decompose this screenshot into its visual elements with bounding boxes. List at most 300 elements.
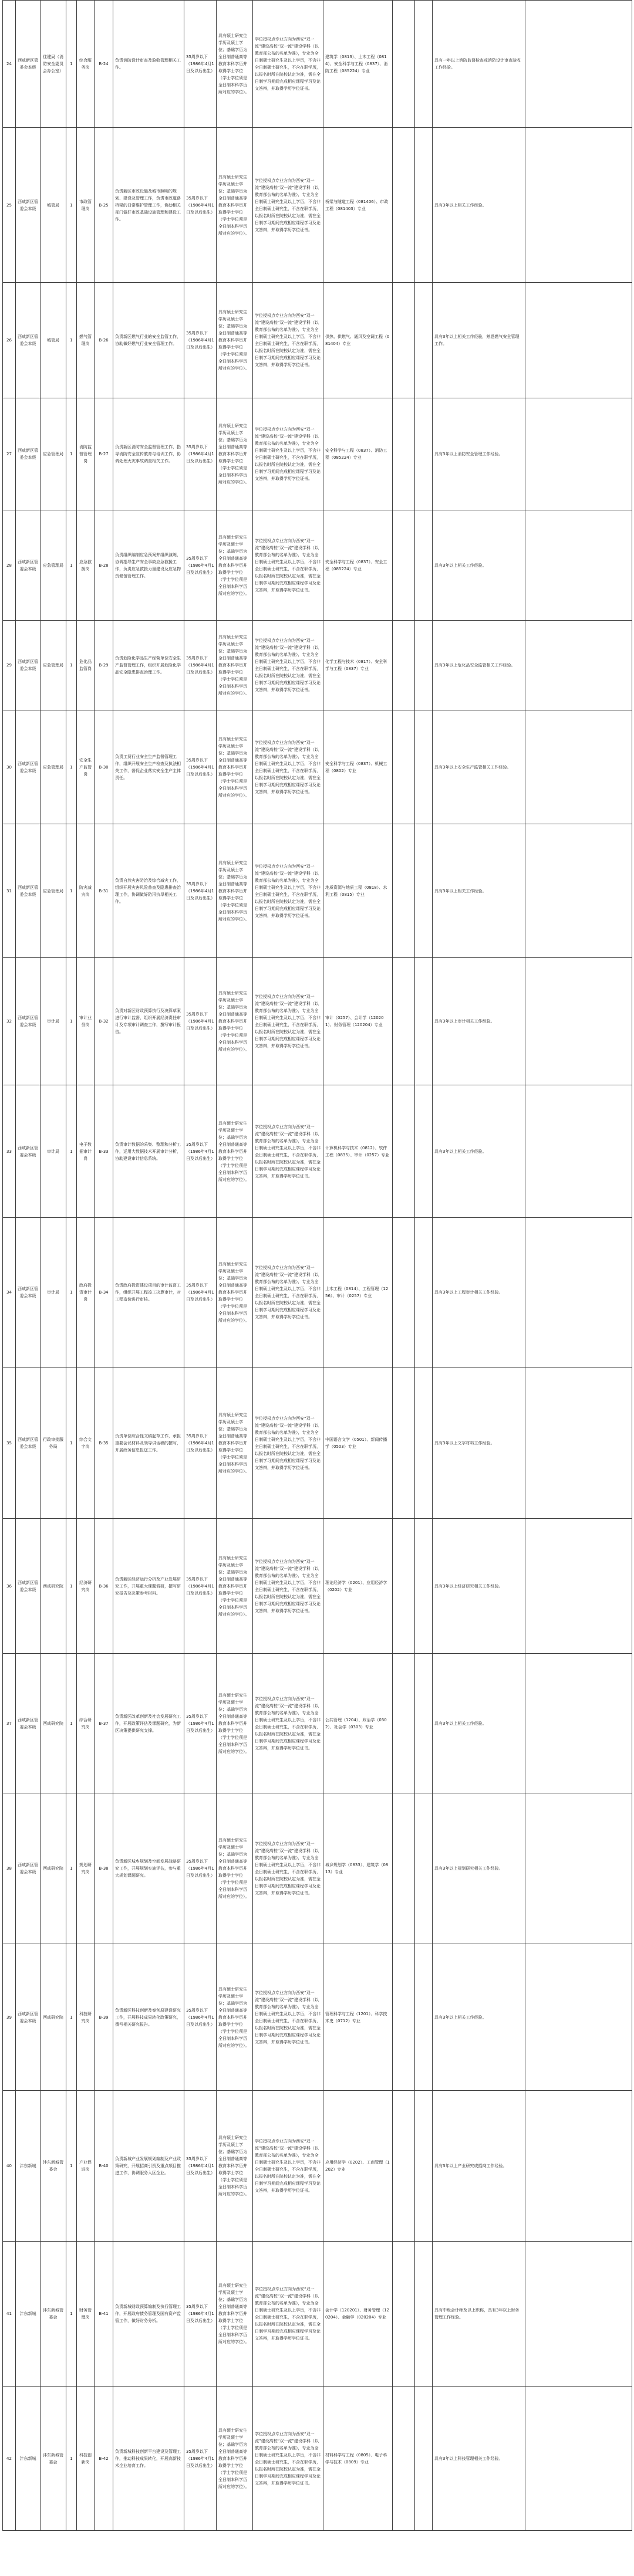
table-row (3, 1519, 632, 1654)
cell-major-scope: 学位授权点专业方向为西安“双一流”建设高校“双一流”建设学科（以教育部公布的名单为准），专业为全日制硕士研究生及以上学历，不含非全日制硕士研究生，不含在职学历，以报名时所在院校认定为准，需在全日制学习期间完成相应课程学习及论文答辩，并取得学历学位证书。 (253, 2091, 323, 2242)
cell-contact (415, 2242, 433, 2387)
cell-contact (415, 398, 433, 510)
cell-number: 33 (3, 1085, 16, 1218)
cell-education: 具有硕士研究生学历及硕士学位；基础学历为全日制普通高等教育本科学历并取得学士学位（学士学位须是全日制本科学历所对应的学位）。 (217, 1367, 253, 1519)
cell-major-scope: 学位授权点专业方向为西安“双一流”建设高校“双一流”建设学科（以教育部公布的名单为准），专业为全日制硕士研究生及以上学历，不含非全日制硕士研究生，不含在职学历，以报名时所在院校认定为准，需在全日制学习期间完成相应课程学习及论文答辩，并取得学历学位证书。 (253, 1944, 323, 2091)
cell-major: 建筑学（0813）、土木工程（0814）、安全科学与工程（0837）、消防工程（085224）专业 (323, 1, 393, 128)
cell-duty: 负责新城产业发展规划编制及产业政策研究，开展招商引资及重点项目推进工作，协调服务入区企业。 (113, 2091, 184, 2242)
table-row (3, 128, 632, 283)
cell-post-name: 燃气管理岗 (77, 283, 95, 398)
cell-requirement: 具有3年以上消防安全管理工作经验。 (433, 398, 525, 510)
cell-post-name: 综合研究岗 (77, 1654, 95, 1793)
cell-major: 安全科学与工程（0837）、安全工程（085224）专业 (323, 510, 393, 621)
cell-education: 具有硕士研究生学历及硕士学位；基础学历为全日制普通高等教育本科学历并取得学士学位（学士学位须是全日制本科学历所对应的学位）。 (217, 1, 253, 128)
cell-department: 城管局 (41, 283, 66, 398)
cell-major-scope: 学位授权点专业方向为西安“双一流”建设高校“双一流”建设学科（以教育部公布的名单为准），专业为全日制硕士研究生及以上学历，不含非全日制硕士研究生，不含在职学历，以报名时所在院校认定为准，需在全日制学习期间完成相应课程学习及论文答辩，并取得学历学位证书。 (253, 128, 323, 283)
cell-headcount: 1 (66, 710, 77, 824)
cell-education: 具有硕士研究生学历及硕士学位；基础学历为全日制普通高等教育本科学历并取得学士学位（学士学位须是全日制本科学历所对应的学位）。 (217, 824, 253, 958)
cell-duty: 负责政府投资建设项目的审计监督工作，组织开展工程竣工决算审计，对工程造价进行审核。 (113, 1218, 184, 1367)
cell-education: 具有硕士研究生学历及硕士学位；基础学历为全日制普通高等教育本科学历并取得学士学位（学士学位须是全日制本科学历所对应的学位）。 (217, 128, 253, 283)
cell-major-scope: 学位授权点专业方向为西安“双一流”建设高校“双一流”建设学科（以教育部公布的名单为准），专业为全日制硕士研究生及以上学历，不含非全日制硕士研究生，不含在职学历，以报名时所在院校认定为准，需在全日制学习期间完成相应课程学习及论文答辩，并取得学历学位证书。 (253, 510, 323, 621)
cell-blank (525, 1085, 632, 1218)
cell-department: 审计局 (41, 1085, 66, 1218)
table-row (3, 2091, 632, 2242)
cell-post-code: B-26 (95, 283, 113, 398)
cell-major-scope: 学位授权点专业方向为西安“双一流”建设高校“双一流”建设学科（以教育部公布的名单为准），专业为全日制硕士研究生及以上学历，不含非全日制硕士研究生，不含在职学历，以报名时所在院校认定为准，需在全日制学习期间完成相应课程学习及论文答辩，并取得学历学位证书。 (253, 283, 323, 398)
cell-department: 审计局 (41, 1218, 66, 1367)
cell-department: 应急管理局 (41, 510, 66, 621)
table-row (3, 958, 632, 1085)
cell-requirement: 具有3年以上危化品安全监管相关工作经验。 (433, 621, 525, 710)
table-row (3, 621, 632, 710)
cell-headcount: 1 (66, 1654, 77, 1793)
cell-post-code: B-42 (95, 2387, 113, 2531)
cell-other (393, 2091, 415, 2242)
cell-unit: 西咸新区管委会本级 (16, 958, 41, 1085)
cell-department: 住建局（消防安全委员会办公室） (41, 1, 66, 128)
cell-major: 计算机科学与技术（0812）、软件工程（0835）、审计（0257）专业 (323, 1085, 393, 1218)
cell-blank (525, 824, 632, 958)
cell-other (393, 398, 415, 510)
cell-education: 具有硕士研究生学历及硕士学位；基础学历为全日制普通高等教育本科学历并取得学士学位（学士学位须是全日制本科学历所对应的学位）。 (217, 958, 253, 1085)
table-row (3, 2242, 632, 2387)
cell-unit: 西咸新区管委会本级 (16, 1218, 41, 1367)
cell-blank (525, 958, 632, 1085)
cell-contact (415, 510, 433, 621)
cell-other (393, 1367, 415, 1519)
cell-contact (415, 1367, 433, 1519)
cell-number: 34 (3, 1218, 16, 1367)
cell-post-code: B-24 (95, 1, 113, 128)
cell-major-scope: 学位授权点专业方向为西安“双一流”建设高校“双一流”建设学科（以教育部公布的名单为准），专业为全日制硕士研究生及以上学历，不含非全日制硕士研究生，不含在职学历，以报名时所在院校认定为准，需在全日制学习期间完成相应课程学习及论文答辩，并取得学历学位证书。 (253, 824, 323, 958)
cell-other (393, 1519, 415, 1654)
cell-number: 32 (3, 958, 16, 1085)
cell-age: 35周岁以下（1986年4月1日及以后出生） (184, 1654, 217, 1793)
cell-age: 35周岁以下（1986年4月1日及以后出生） (184, 1944, 217, 2091)
recruitment-table (2, 0, 632, 2531)
cell-duty: 负责组织编制应急预案并组织演练，协调指导生产安全事故应急救援工作，负责应急救援力量建设及应急物资储备管理工作。 (113, 510, 184, 621)
cell-contact (415, 128, 433, 283)
cell-headcount: 1 (66, 2387, 77, 2531)
cell-unit: 西咸新区管委会本级 (16, 1367, 41, 1519)
cell-other (393, 710, 415, 824)
cell-major-scope: 学位授权点专业方向为西安“双一流”建设高校“双一流”建设学科（以教育部公布的名单为准），专业为全日制硕士研究生及以上学历，不含非全日制硕士研究生，不含在职学历，以报名时所在院校认定为准，需在全日制学习期间完成相应课程学习及论文答辩，并取得学历学位证书。 (253, 621, 323, 710)
cell-contact (415, 1793, 433, 1944)
cell-post-code: B-29 (95, 621, 113, 710)
cell-age: 35周岁以下（1986年4月1日及以后出生） (184, 283, 217, 398)
cell-duty: 负责工贸行业安全生产监督管理工作，组织开展安全生产检查及执法相关工作，督促企业落实安全生产主体责任。 (113, 710, 184, 824)
cell-major: 应用经济学（0202）、工商管理（1202）专业 (323, 2091, 393, 2242)
cell-contact (415, 1, 433, 128)
cell-other (393, 1944, 415, 2091)
cell-duty: 负责新城科技创新平台建设及管理工作，推动科技成果转化，开展高新技术企业培育工作。 (113, 2387, 184, 2531)
cell-education: 具有硕士研究生学历及硕士学位；基础学历为全日制普通高等教育本科学历并取得学士学位（学士学位须是全日制本科学历所对应的学位）。 (217, 1519, 253, 1654)
cell-department: 沣东新城管委会 (41, 2091, 66, 2242)
cell-requirement: 具有3年以上产业研究或招商工作经验。 (433, 2091, 525, 2242)
cell-major-scope: 学位授权点专业方向为西安“双一流”建设高校“双一流”建设学科（以教育部公布的名单为准），专业为全日制硕士研究生及以上学历，不含非全日制硕士研究生，不含在职学历，以报名时所在院校认定为准，需在全日制学习期间完成相应课程学习及论文答辩，并取得学历学位证书。 (253, 1519, 323, 1654)
cell-post-name: 应急救援岗 (77, 510, 95, 621)
cell-unit: 西咸新区管委会本级 (16, 1654, 41, 1793)
cell-major: 材料科学与工程（0805）、电子科学与技术（0809）专业 (323, 2387, 393, 2531)
cell-blank (525, 2242, 632, 2387)
cell-headcount: 1 (66, 1085, 77, 1218)
cell-post-name: 财务管理岗 (77, 2242, 95, 2387)
cell-contact (415, 1519, 433, 1654)
cell-blank (525, 1793, 632, 1944)
cell-duty: 负责危险化学品生产经营单位安全生产监督管理工作，组织开展危险化学品安全隐患排查治理工作。 (113, 621, 184, 710)
cell-duty: 负责新区城乡规划及空间发展战略研究工作，开展规划实施评估，参与重大规划课题研究。 (113, 1793, 184, 1944)
cell-number: 42 (3, 2387, 16, 2531)
cell-major-scope: 学位授权点专业方向为西安“双一流”建设高校“双一流”建设学科（以教育部公布的名单为准），专业为全日制硕士研究生及以上学历，不含非全日制硕士研究生，不含在职学历，以报名时所在院校认定为准，需在全日制学习期间完成相应课程学习及论文答辩，并取得学历学位证书。 (253, 1654, 323, 1793)
cell-major: 化学工程与技术（0817）、安全科学与工程（0837）专业 (323, 621, 393, 710)
cell-post-name: 安全生产监管岗 (77, 710, 95, 824)
cell-post-code: B-38 (95, 1793, 113, 1944)
cell-post-name: 科技研究岗 (77, 1944, 95, 2091)
cell-department: 沣东新城管委会 (41, 2387, 66, 2531)
table-row (3, 1085, 632, 1218)
cell-headcount: 1 (66, 1793, 77, 1944)
cell-major: 供热、供燃气、通风及空调工程（081404）专业 (323, 283, 393, 398)
cell-headcount: 1 (66, 2091, 77, 2242)
cell-unit: 西咸新区管委会本级 (16, 510, 41, 621)
cell-duty: 负责消防设计审查及验收管理相关工作。 (113, 1, 184, 128)
cell-post-name: 电子数据审计岗 (77, 1085, 95, 1218)
cell-education: 具有硕士研究生学历及硕士学位；基础学历为全日制普通高等教育本科学历并取得学士学位（学士学位须是全日制本科学历所对应的学位）。 (217, 1218, 253, 1367)
table-row (3, 283, 632, 398)
cell-number: 27 (3, 398, 16, 510)
cell-education: 具有硕士研究生学历及硕士学位；基础学历为全日制普通高等教育本科学历并取得学士学位（学士学位须是全日制本科学历所对应的学位）。 (217, 2387, 253, 2531)
cell-duty: 负责单位综合性文稿起草工作，承担重要会议材料及领导讲话稿的撰写，开展政务信息报送工作。 (113, 1367, 184, 1519)
cell-major-scope: 学位授权点专业方向为西安“双一流”建设高校“双一流”建设学科（以教育部公布的名单为准），专业为全日制硕士研究生及以上学历，不含非全日制硕士研究生，不含在职学历，以报名时所在院校认定为准，需在全日制学习期间完成相应课程学习及论文答辩，并取得学历学位证书。 (253, 2242, 323, 2387)
cell-department: 西咸研究院 (41, 1654, 66, 1793)
cell-number: 30 (3, 710, 16, 824)
cell-requirement: 具有3年以上相关工作经验。 (433, 1654, 525, 1793)
cell-post-code: B-32 (95, 958, 113, 1085)
cell-blank (525, 510, 632, 621)
cell-other (393, 283, 415, 398)
cell-major: 中国语言文学（0501）、新闻传播学（0503）专业 (323, 1367, 393, 1519)
cell-requirement: 具有3年以上规划研究相关工作经验。 (433, 1793, 525, 1944)
cell-contact (415, 710, 433, 824)
cell-post-code: B-25 (95, 128, 113, 283)
cell-major: 审计（0257）、会计学（120201）、财务管理（120204）专业 (323, 958, 393, 1085)
cell-requirement: 具有3年以上科技管理相关工作经验。 (433, 2387, 525, 2531)
cell-post-name: 市政管理岗 (77, 128, 95, 283)
cell-education: 具有硕士研究生学历及硕士学位；基础学历为全日制普通高等教育本科学历并取得学士学位（学士学位须是全日制本科学历所对应的学位）。 (217, 1793, 253, 1944)
cell-blank (525, 1519, 632, 1654)
cell-contact (415, 2387, 433, 2531)
recruitment-table-fragment (2, 0, 632, 2531)
cell-blank (525, 621, 632, 710)
cell-unit: 沣东新城 (16, 2387, 41, 2531)
cell-other (393, 1085, 415, 1218)
cell-blank (525, 1367, 632, 1519)
cell-education: 具有硕士研究生学历及硕士学位；基础学历为全日制普通高等教育本科学历并取得学士学位（学士学位须是全日制本科学历所对应的学位）。 (217, 1085, 253, 1218)
cell-department: 行政审批服务局 (41, 1367, 66, 1519)
cell-duty: 负责对新区财政预算执行及决算草案进行审计监督，组织开展经济责任审计及专项审计调查工作，撰写审计报告。 (113, 958, 184, 1085)
cell-headcount: 1 (66, 621, 77, 710)
cell-major: 管理科学与工程（1201）、科学技术史（0712）专业 (323, 1944, 393, 2091)
cell-unit: 西咸新区管委会本级 (16, 283, 41, 398)
table-row (3, 1367, 632, 1519)
cell-unit: 西咸新区管委会本级 (16, 1519, 41, 1654)
cell-major-scope: 学位授权点专业方向为西安“双一流”建设高校“双一流”建设学科（以教育部公布的名单为准），专业为全日制硕士研究生及以上学历，不含非全日制硕士研究生，不含在职学历，以报名时所在院校认定为准，需在全日制学习期间完成相应课程学习及论文答辩，并取得学历学位证书。 (253, 958, 323, 1085)
cell-education: 具有硕士研究生学历及硕士学位；基础学历为全日制普通高等教育本科学历并取得学士学位（学士学位须是全日制本科学历所对应的学位）。 (217, 510, 253, 621)
cell-education: 具有硕士研究生学历及硕士学位；基础学历为全日制普通高等教育本科学历并取得学士学位（学士学位须是全日制本科学历所对应的学位）。 (217, 710, 253, 824)
cell-requirement: 具有3年以上相关工作经验。 (433, 1944, 525, 2091)
cell-post-name: 政府投资审计岗 (77, 1218, 95, 1367)
cell-other (393, 958, 415, 1085)
cell-requirement: 具有3年以上经济研究相关工作经验。 (433, 1519, 525, 1654)
cell-headcount: 1 (66, 1218, 77, 1367)
cell-major: 理论经济学（0201）、应用经济学（0202）专业 (323, 1519, 393, 1654)
cell-major: 桥梁与隧道工程（081406）、市政工程（081403）专业 (323, 128, 393, 283)
cell-requirement: 具有3年以上审计相关工作经验。 (433, 958, 525, 1085)
cell-headcount: 1 (66, 1944, 77, 2091)
cell-headcount: 1 (66, 1367, 77, 1519)
cell-other (393, 2242, 415, 2387)
cell-post-code: B-40 (95, 2091, 113, 2242)
cell-headcount: 1 (66, 283, 77, 398)
cell-contact (415, 621, 433, 710)
cell-major-scope: 学位授权点专业方向为西安“双一流”建设高校“双一流”建设学科（以教育部公布的名单为准），专业为全日制硕士研究生及以上学历，不含非全日制硕士研究生，不含在职学历，以报名时所在院校认定为准，需在全日制学习期间完成相应课程学习及论文答辩，并取得学历学位证书。 (253, 1218, 323, 1367)
cell-major: 地质资源与地质工程（0818）、水利工程（0815）专业 (323, 824, 393, 958)
cell-unit: 西咸新区管委会本级 (16, 398, 41, 510)
cell-unit: 西咸新区管委会本级 (16, 128, 41, 283)
cell-post-code: B-35 (95, 1367, 113, 1519)
cell-major-scope: 学位授权点专业方向为西安“双一流”建设高校“双一流”建设学科（以教育部公布的名单为准），专业为全日制硕士研究生及以上学历，不含非全日制硕士研究生，不含在职学历，以报名时所在院校认定为准，需在全日制学习期间完成相应课程学习及论文答辩，并取得学历学位证书。 (253, 1793, 323, 1944)
cell-age: 35周岁以下（1986年4月1日及以后出生） (184, 710, 217, 824)
cell-unit: 西咸新区管委会本级 (16, 824, 41, 958)
cell-headcount: 1 (66, 398, 77, 510)
cell-requirement: 具有3年以上安全生产监管相关工作经验。 (433, 710, 525, 824)
cell-number: 37 (3, 1654, 16, 1793)
cell-education: 具有硕士研究生学历及硕士学位；基础学历为全日制普通高等教育本科学历并取得学士学位（学士学位须是全日制本科学历所对应的学位）。 (217, 621, 253, 710)
cell-number: 24 (3, 1, 16, 128)
cell-other (393, 510, 415, 621)
cell-duty: 负责新区科技创新及秦创原建设研究工作，开展科技成果转化政策研究，撰写相关研究报告。 (113, 1944, 184, 2091)
cell-unit: 沣东新城 (16, 2242, 41, 2387)
cell-duty: 负责新区市政设施及城市照明的规划、建设及管理工作，负责市政道路桥梁的日常维护管理工作，协助相关部门做好市政基础设施管理和建设工作。 (113, 128, 184, 283)
cell-post-name: 产业促进岗 (77, 2091, 95, 2242)
cell-post-code: B-28 (95, 510, 113, 621)
cell-number: 39 (3, 1944, 16, 2091)
cell-age: 35周岁以下（1986年4月1日及以后出生） (184, 2242, 217, 2387)
cell-blank (525, 283, 632, 398)
table-row (3, 398, 632, 510)
cell-post-name: 规划研究岗 (77, 1793, 95, 1944)
cell-duty: 负责自然灾害防治及综合减灾工作，组织开展灾害风险普查及隐患排查治理工作，协调做好防汛抗旱相关工作。 (113, 824, 184, 958)
cell-headcount: 1 (66, 1, 77, 128)
cell-major-scope: 学位授权点专业方向为西安“双一流”建设高校“双一流”建设学科（以教育部公布的名单为准），专业为全日制硕士研究生及以上学历，不含非全日制硕士研究生，不含在职学历，以报名时所在院校认定为准，需在全日制学习期间完成相应课程学习及论文答辩，并取得学历学位证书。 (253, 398, 323, 510)
cell-blank (525, 128, 632, 283)
cell-department: 沣东新城管委会 (41, 2242, 66, 2387)
cell-age: 35周岁以下（1986年4月1日及以后出生） (184, 510, 217, 621)
cell-requirement: 具有3年以上工程审计相关工作经验。 (433, 1218, 525, 1367)
cell-major: 土木工程（0814）、工程管理（1256）、审计（0257）专业 (323, 1218, 393, 1367)
cell-department: 西咸研究院 (41, 1944, 66, 2091)
cell-headcount: 1 (66, 510, 77, 621)
cell-requirement: 具有3年以上相关工作经验。 (433, 824, 525, 958)
cell-other (393, 1793, 415, 1944)
cell-contact (415, 824, 433, 958)
table-row (3, 710, 632, 824)
cell-blank (525, 2387, 632, 2531)
cell-other (393, 128, 415, 283)
cell-major: 安全科学与工程（0837）、消防工程（085224）专业 (323, 398, 393, 510)
cell-unit: 西咸新区管委会本级 (16, 1793, 41, 1944)
table-body (3, 1, 632, 2531)
cell-number: 36 (3, 1519, 16, 1654)
cell-contact (415, 2091, 433, 2242)
cell-major-scope: 学位授权点专业方向为西安“双一流”建设高校“双一流”建设学科（以教育部公布的名单为准），专业为全日制硕士研究生及以上学历，不含非全日制硕士研究生，不含在职学历，以报名时所在院校认定为准，需在全日制学习期间完成相应课程学习及论文答辩，并取得学历学位证书。 (253, 1367, 323, 1519)
cell-major: 安全科学与工程（0837）、机械工程（0802）专业 (323, 710, 393, 824)
cell-age: 35周岁以下（1986年4月1日及以后出生） (184, 1218, 217, 1367)
cell-age: 35周岁以下（1986年4月1日及以后出生） (184, 2091, 217, 2242)
cell-department: 应急管理局 (41, 621, 66, 710)
cell-education: 具有硕士研究生学历及硕士学位；基础学历为全日制普通高等教育本科学历并取得学士学位（学士学位须是全日制本科学历所对应的学位）。 (217, 1944, 253, 2091)
cell-headcount: 1 (66, 1519, 77, 1654)
cell-unit: 西咸新区管委会本级 (16, 710, 41, 824)
cell-contact (415, 283, 433, 398)
cell-education: 具有硕士研究生学历及硕士学位；基础学历为全日制普通高等教育本科学历并取得学士学位（学士学位须是全日制本科学历所对应的学位）。 (217, 2091, 253, 2242)
cell-number: 40 (3, 2091, 16, 2242)
table-row (3, 1, 632, 128)
cell-other (393, 824, 415, 958)
cell-contact (415, 1944, 433, 2091)
cell-unit: 沣东新城 (16, 2091, 41, 2242)
cell-contact (415, 958, 433, 1085)
cell-department: 审计局 (41, 958, 66, 1085)
cell-other (393, 621, 415, 710)
cell-contact (415, 1654, 433, 1793)
cell-age: 35周岁以下（1986年4月1日及以后出生） (184, 1519, 217, 1654)
cell-blank (525, 710, 632, 824)
cell-number: 28 (3, 510, 16, 621)
cell-requirement: 具有3年以上相关工作经验。 (433, 510, 525, 621)
cell-age: 35周岁以下（1986年4月1日及以后出生） (184, 1793, 217, 1944)
cell-post-code: B-33 (95, 1085, 113, 1218)
cell-department: 西咸研究院 (41, 1793, 66, 1944)
cell-unit: 西咸新区管委会本级 (16, 1944, 41, 2091)
cell-contact (415, 1085, 433, 1218)
cell-age: 35周岁以下（1986年4月1日及以后出生） (184, 1085, 217, 1218)
cell-number: 38 (3, 1793, 16, 1944)
cell-blank (525, 1, 632, 128)
cell-headcount: 1 (66, 958, 77, 1085)
cell-duty: 负责新区消防安全监督管理工作，指导消防安全宣传教育与培训工作，协调处理火灾事故调查相关工作。 (113, 398, 184, 510)
cell-major-scope: 学位授权点专业方向为西安“双一流”建设高校“双一流”建设学科（以教育部公布的名单为准），专业为全日制硕士研究生及以上学历，不含非全日制硕士研究生，不含在职学历，以报名时所在院校认定为准，需在全日制学习期间完成相应课程学习及论文答辩，并取得学历学位证书。 (253, 2387, 323, 2531)
cell-other (393, 2387, 415, 2531)
cell-post-code: B-27 (95, 398, 113, 510)
cell-blank (525, 1218, 632, 1367)
cell-post-code: B-31 (95, 824, 113, 958)
cell-requirement: 具有一年以上消防监督检查或消防设计审查验收工作经验。 (433, 1, 525, 128)
table-row (3, 2387, 632, 2531)
cell-duty: 负责新区经济运行分析及产业发展研究工作，开展重大课题调研，撰写研究报告及决策参考材料。 (113, 1519, 184, 1654)
cell-post-code: B-37 (95, 1654, 113, 1793)
cell-duty: 负责审计数据的采集、整理和分析工作，运用大数据技术开展审计分析，协助建设审计信息系统。 (113, 1085, 184, 1218)
cell-headcount: 1 (66, 824, 77, 958)
cell-age: 35周岁以下（1986年4月1日及以后出生） (184, 621, 217, 710)
cell-age: 35周岁以下（1986年4月1日及以后出生） (184, 398, 217, 510)
cell-age: 35周岁以下（1986年4月1日及以后出生） (184, 2387, 217, 2531)
cell-unit: 西咸新区管委会本级 (16, 1085, 41, 1218)
cell-unit: 西咸新区管委会本级 (16, 621, 41, 710)
table-row (3, 1793, 632, 1944)
cell-major-scope: 学位授权点专业方向为西安“双一流”建设高校“双一流”建设学科（以教育部公布的名单为准），专业为全日制硕士研究生及以上学历，不含非全日制硕士研究生，不含在职学历，以报名时所在院校认定为准，需在全日制学习期间完成相应课程学习及论文答辩，并取得学历学位证书。 (253, 1, 323, 128)
cell-number: 35 (3, 1367, 16, 1519)
cell-post-name: 经济研究岗 (77, 1519, 95, 1654)
cell-number: 41 (3, 2242, 16, 2387)
cell-education: 具有硕士研究生学历及硕士学位；基础学历为全日制普通高等教育本科学历并取得学士学位（学士学位须是全日制本科学历所对应的学位）。 (217, 2242, 253, 2387)
cell-requirement: 具有中级会计师及以上职称，具有3年以上财务管理工作经验。 (433, 2242, 525, 2387)
cell-education: 具有硕士研究生学历及硕士学位；基础学历为全日制普通高等教育本科学历并取得学士学位（学士学位须是全日制本科学历所对应的学位）。 (217, 1654, 253, 1793)
cell-requirement: 具有3年以上相关工作经验。 (433, 128, 525, 283)
cell-post-code: B-36 (95, 1519, 113, 1654)
cell-headcount: 1 (66, 2242, 77, 2387)
cell-requirement: 具有3年以上相关工作经验。 (433, 1085, 525, 1218)
cell-blank (525, 398, 632, 510)
cell-major: 城乡规划学（0833）、建筑学（0813）专业 (323, 1793, 393, 1944)
cell-major-scope: 学位授权点专业方向为西安“双一流”建设高校“双一流”建设学科（以教育部公布的名单为准），专业为全日制硕士研究生及以上学历，不含非全日制硕士研究生，不含在职学历，以报名时所在院校认定为准，需在全日制学习期间完成相应课程学习及论文答辩，并取得学历学位证书。 (253, 1085, 323, 1218)
cell-post-name: 消防监督管理岗 (77, 398, 95, 510)
cell-other (393, 1218, 415, 1367)
cell-duty: 负责新城财政预算编制及执行管理工作，开展政府债务管理及国有资产监管工作，做好财务分析。 (113, 2242, 184, 2387)
cell-duty: 负责新区燃气行业的安全监管工作，协助做好燃气行业安全管理工作。 (113, 283, 184, 398)
cell-number: 26 (3, 283, 16, 398)
cell-major: 会计学（120201）、财务管理（120204）、金融学（020204）专业 (323, 2242, 393, 2387)
cell-unit: 西咸新区管委会本级 (16, 1, 41, 128)
cell-major-scope: 学位授权点专业方向为西安“双一流”建设高校“双一流”建设学科（以教育部公布的名单为准），专业为全日制硕士研究生及以上学历，不含非全日制硕士研究生，不含在职学历，以报名时所在院校认定为准，需在全日制学习期间完成相应课程学习及论文答辩，并取得学历学位证书。 (253, 710, 323, 824)
cell-major: 公共管理（1204）、政治学（0302）、社会学（0303）专业 (323, 1654, 393, 1793)
cell-blank (525, 1654, 632, 1793)
cell-number: 25 (3, 128, 16, 283)
cell-post-name: 综合服务岗 (77, 1, 95, 128)
cell-post-code: B-30 (95, 710, 113, 824)
cell-age: 35周岁以下（1986年4月1日及以后出生） (184, 1, 217, 128)
cell-post-name: 科技创新岗 (77, 2387, 95, 2531)
cell-age: 35周岁以下（1986年4月1日及以后出生） (184, 958, 217, 1085)
cell-duty: 负责新区改革创新及社会发展研究工作，开展政策评估及课题研究，为新区决策提供研究支撑。 (113, 1654, 184, 1793)
cell-blank (525, 2091, 632, 2242)
cell-contact (415, 1218, 433, 1367)
table-row (3, 1654, 632, 1793)
cell-other (393, 1, 415, 128)
cell-post-name: 危化品监管岗 (77, 621, 95, 710)
cell-age: 35周岁以下（1986年4月1日及以后出生） (184, 824, 217, 958)
cell-requirement: 具有3年以上文字材料工作经验。 (433, 1367, 525, 1519)
cell-post-code: B-34 (95, 1218, 113, 1367)
cell-number: 29 (3, 621, 16, 710)
cell-number: 31 (3, 824, 16, 958)
cell-department: 应急管理局 (41, 398, 66, 510)
cell-post-name: 防灾减灾岗 (77, 824, 95, 958)
cell-requirement: 具有3年以上相关工作经验，熟悉燃气安全管理工作。 (433, 283, 525, 398)
cell-post-name: 审计业务岗 (77, 958, 95, 1085)
cell-blank (525, 1944, 632, 2091)
cell-education: 具有硕士研究生学历及硕士学位；基础学历为全日制普通高等教育本科学历并取得学士学位（学士学位须是全日制本科学历所对应的学位）。 (217, 283, 253, 398)
cell-department: 应急管理局 (41, 824, 66, 958)
cell-education: 具有硕士研究生学历及硕士学位；基础学历为全日制普通高等教育本科学历并取得学士学位（学士学位须是全日制本科学历所对应的学位）。 (217, 398, 253, 510)
cell-age: 35周岁以下（1986年4月1日及以后出生） (184, 128, 217, 283)
cell-department: 城管局 (41, 128, 66, 283)
cell-post-code: B-41 (95, 2242, 113, 2387)
cell-headcount: 1 (66, 128, 77, 283)
table-row (3, 824, 632, 958)
cell-other (393, 1654, 415, 1793)
table-row (3, 1944, 632, 2091)
